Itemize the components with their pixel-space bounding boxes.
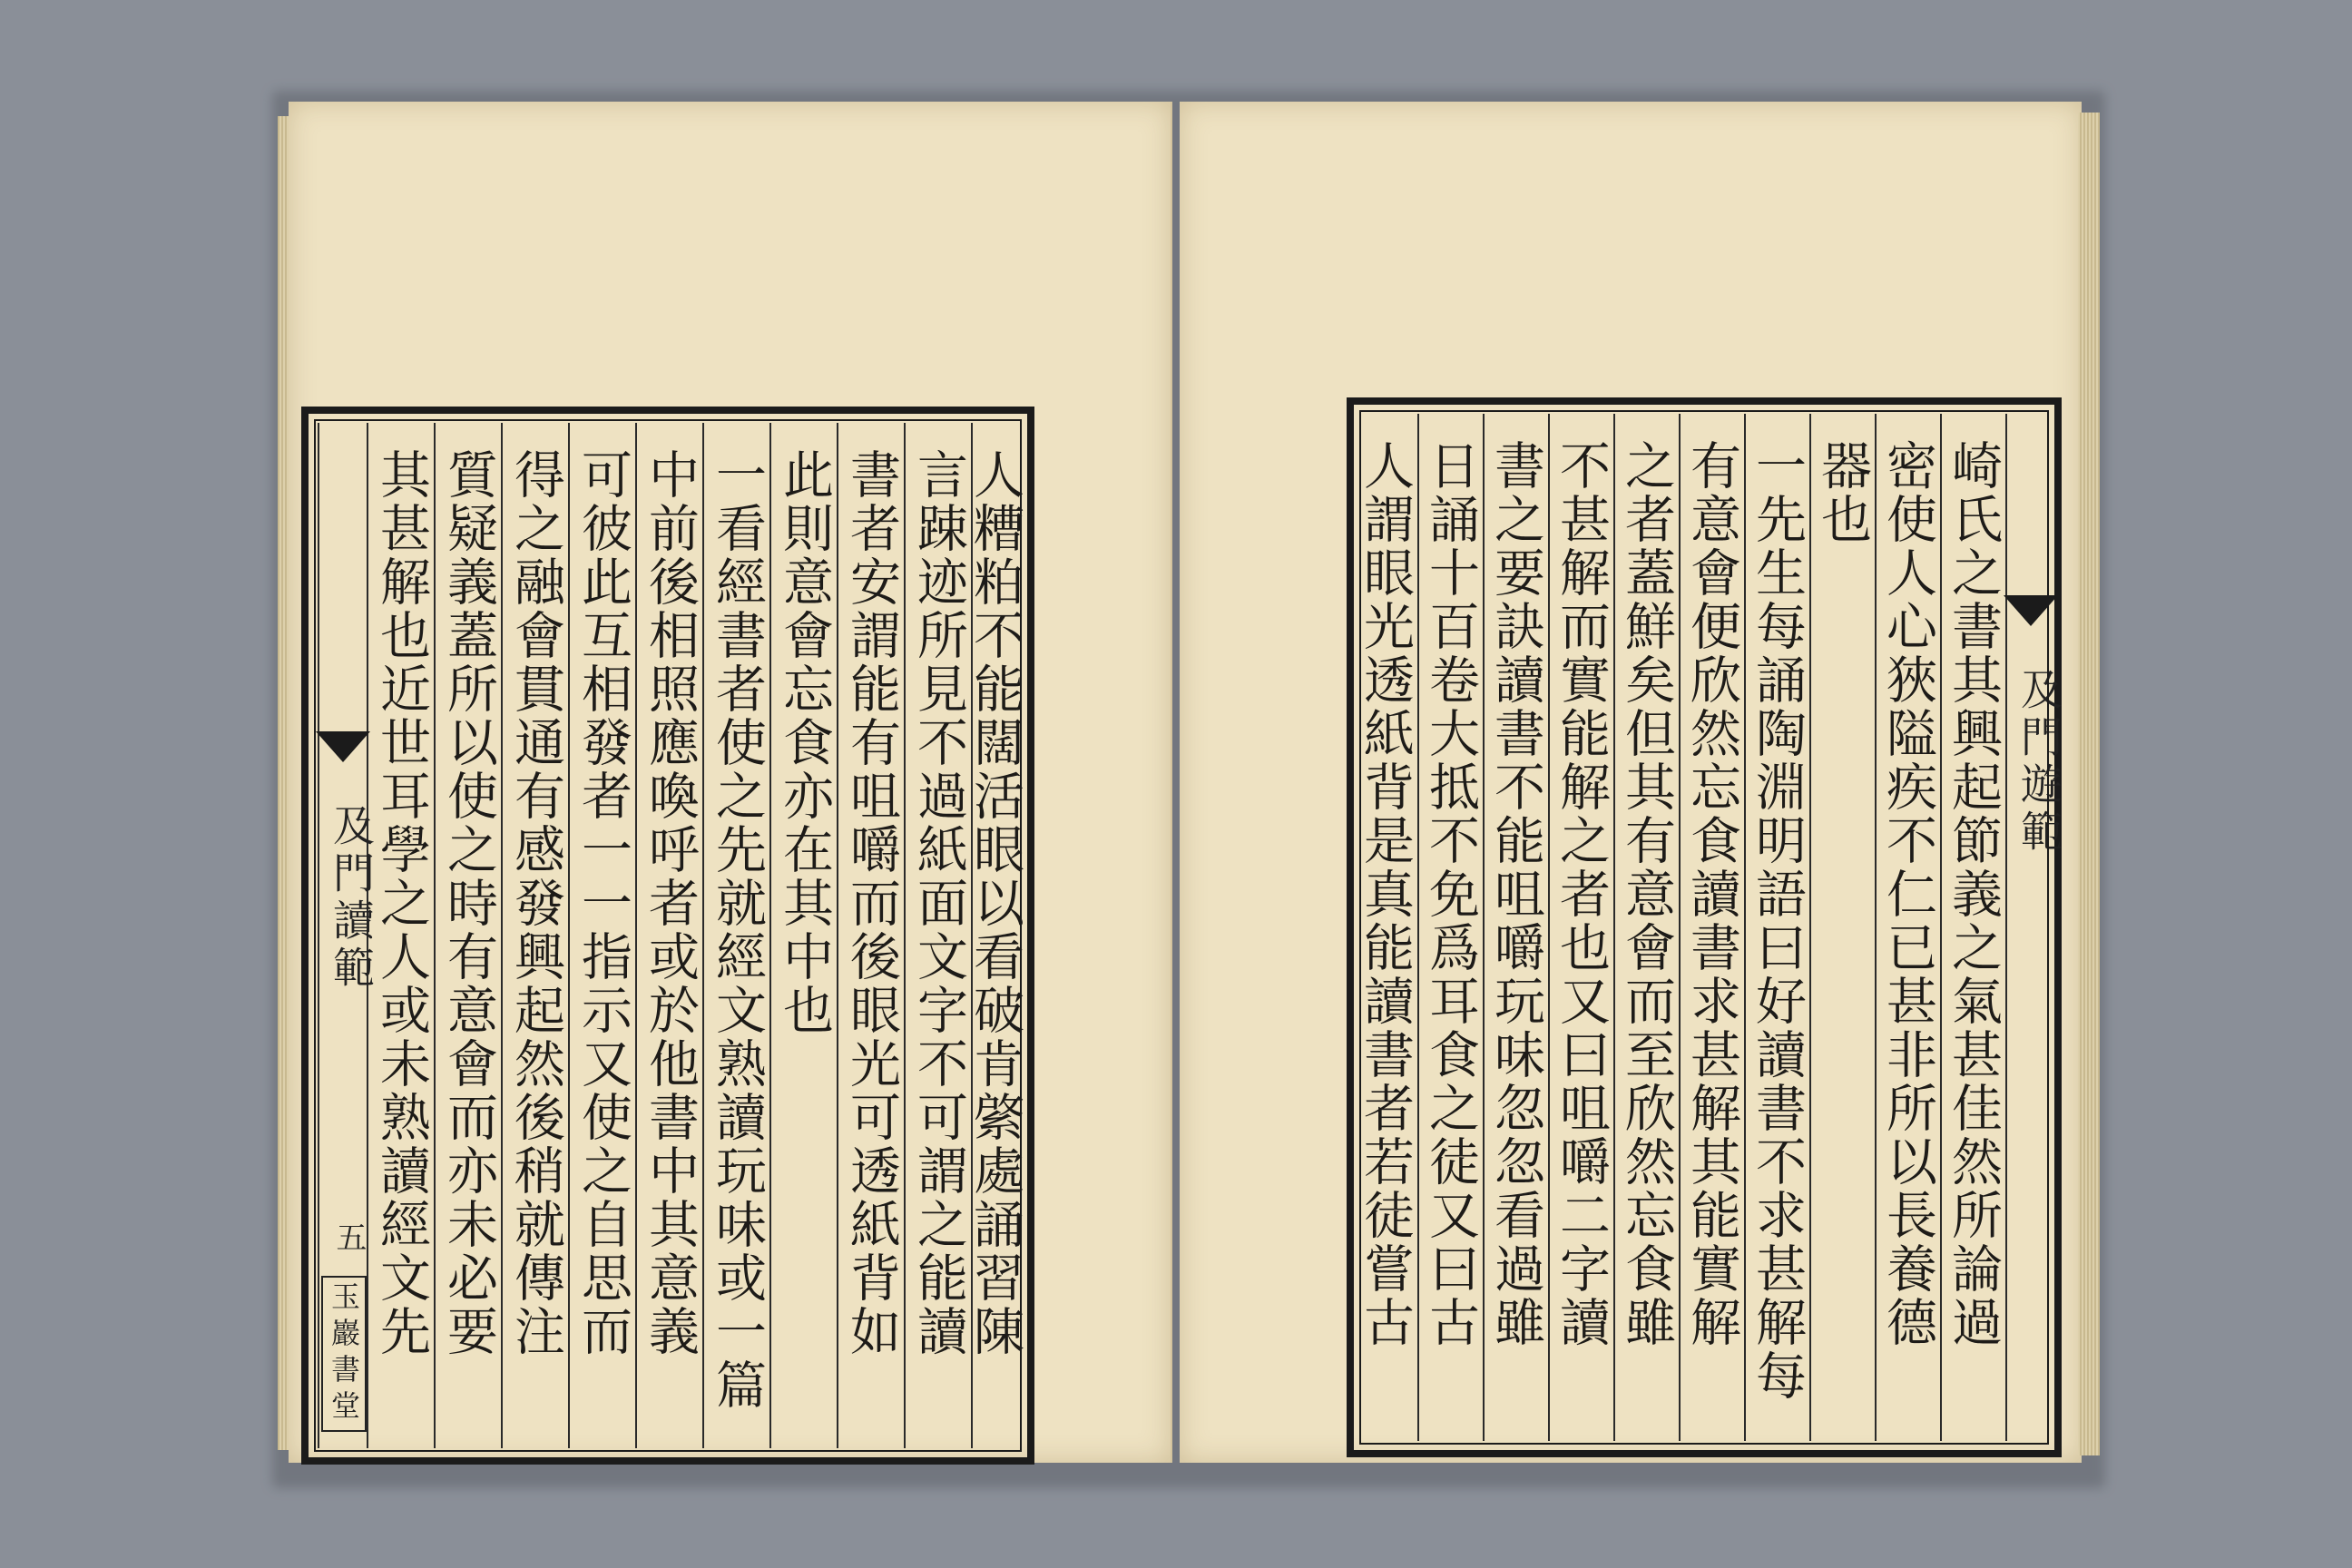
- right-page: [1180, 102, 2082, 1463]
- text-column: 可彼此互相發者一一指示又使之自思而: [568, 423, 635, 1448]
- text-column: 人謂眼光透紙背是真能讀書者若徒嘗古: [1356, 439, 1415, 1349]
- fish-tail-mark-icon: [316, 731, 370, 762]
- fish-tail-mark-icon: [2004, 595, 2058, 626]
- text-column: 一看經書者使之先就經文熟讀玩味或一篇: [702, 423, 769, 1448]
- right-text-frame: [1347, 397, 2062, 1457]
- text-column: 書者安謂能有咀嚼而後眼光可透紙背如: [837, 423, 904, 1448]
- text-column: 言踈迹所見不過紙面文字不可謂之能讀: [904, 423, 971, 1448]
- text-column: 人糟粕不能闊活眼以看破肯綮處誦習陳: [971, 423, 1027, 1448]
- text-column: 不甚解而實能解之者也又曰咀嚼二字讀: [1548, 414, 1613, 1441]
- text-column: 器也: [1809, 414, 1875, 1441]
- page-number: 五: [330, 1221, 367, 1252]
- text-column: 一先生每誦陶淵明語曰好讀書不求甚解每: [1744, 414, 1809, 1441]
- text-column: 日誦十百卷大抵不免爲耳食之徒又曰古: [1417, 414, 1483, 1441]
- gutter-title: 及門讀範: [327, 804, 376, 993]
- text-column: 有意會便欣然忘食讀書求甚解其能實解: [1679, 414, 1744, 1441]
- right-gutter-strip: [2005, 414, 2063, 1441]
- publisher-label: 玉巖書堂: [321, 1276, 367, 1432]
- left-page: [289, 102, 1172, 1463]
- gutter-title: 及門遊範: [2014, 668, 2063, 857]
- text-column: 此則意會忘食亦在其中也: [769, 423, 837, 1448]
- text-column: 其甚解也近世耳學之人或未熟讀經文先: [367, 423, 434, 1448]
- page-stack-right: [2078, 113, 2100, 1455]
- left-text-frame: [301, 407, 1034, 1465]
- text-column: 中前後相照應喚呼者或於他書中其意義: [635, 423, 702, 1448]
- left-gutter-strip: [318, 423, 376, 1448]
- text-column: 得之融會貫通有感發興起然後稍就傳注: [501, 423, 568, 1448]
- text-column: 之者蓋鮮矣但其有意會而至欣然忘食雖: [1613, 414, 1679, 1441]
- text-column: 書之要訣讀書不能咀嚼玩味忽忽看過雖: [1483, 414, 1548, 1441]
- text-column: 密使人心狹隘疾不仁已甚非所以長養德: [1875, 414, 1940, 1441]
- text-column: 質疑義蓋所以使之時有意會而亦未必要: [434, 423, 501, 1448]
- text-column: 崎氏之書其興起節義之氣甚佳然所論過: [1940, 414, 2005, 1441]
